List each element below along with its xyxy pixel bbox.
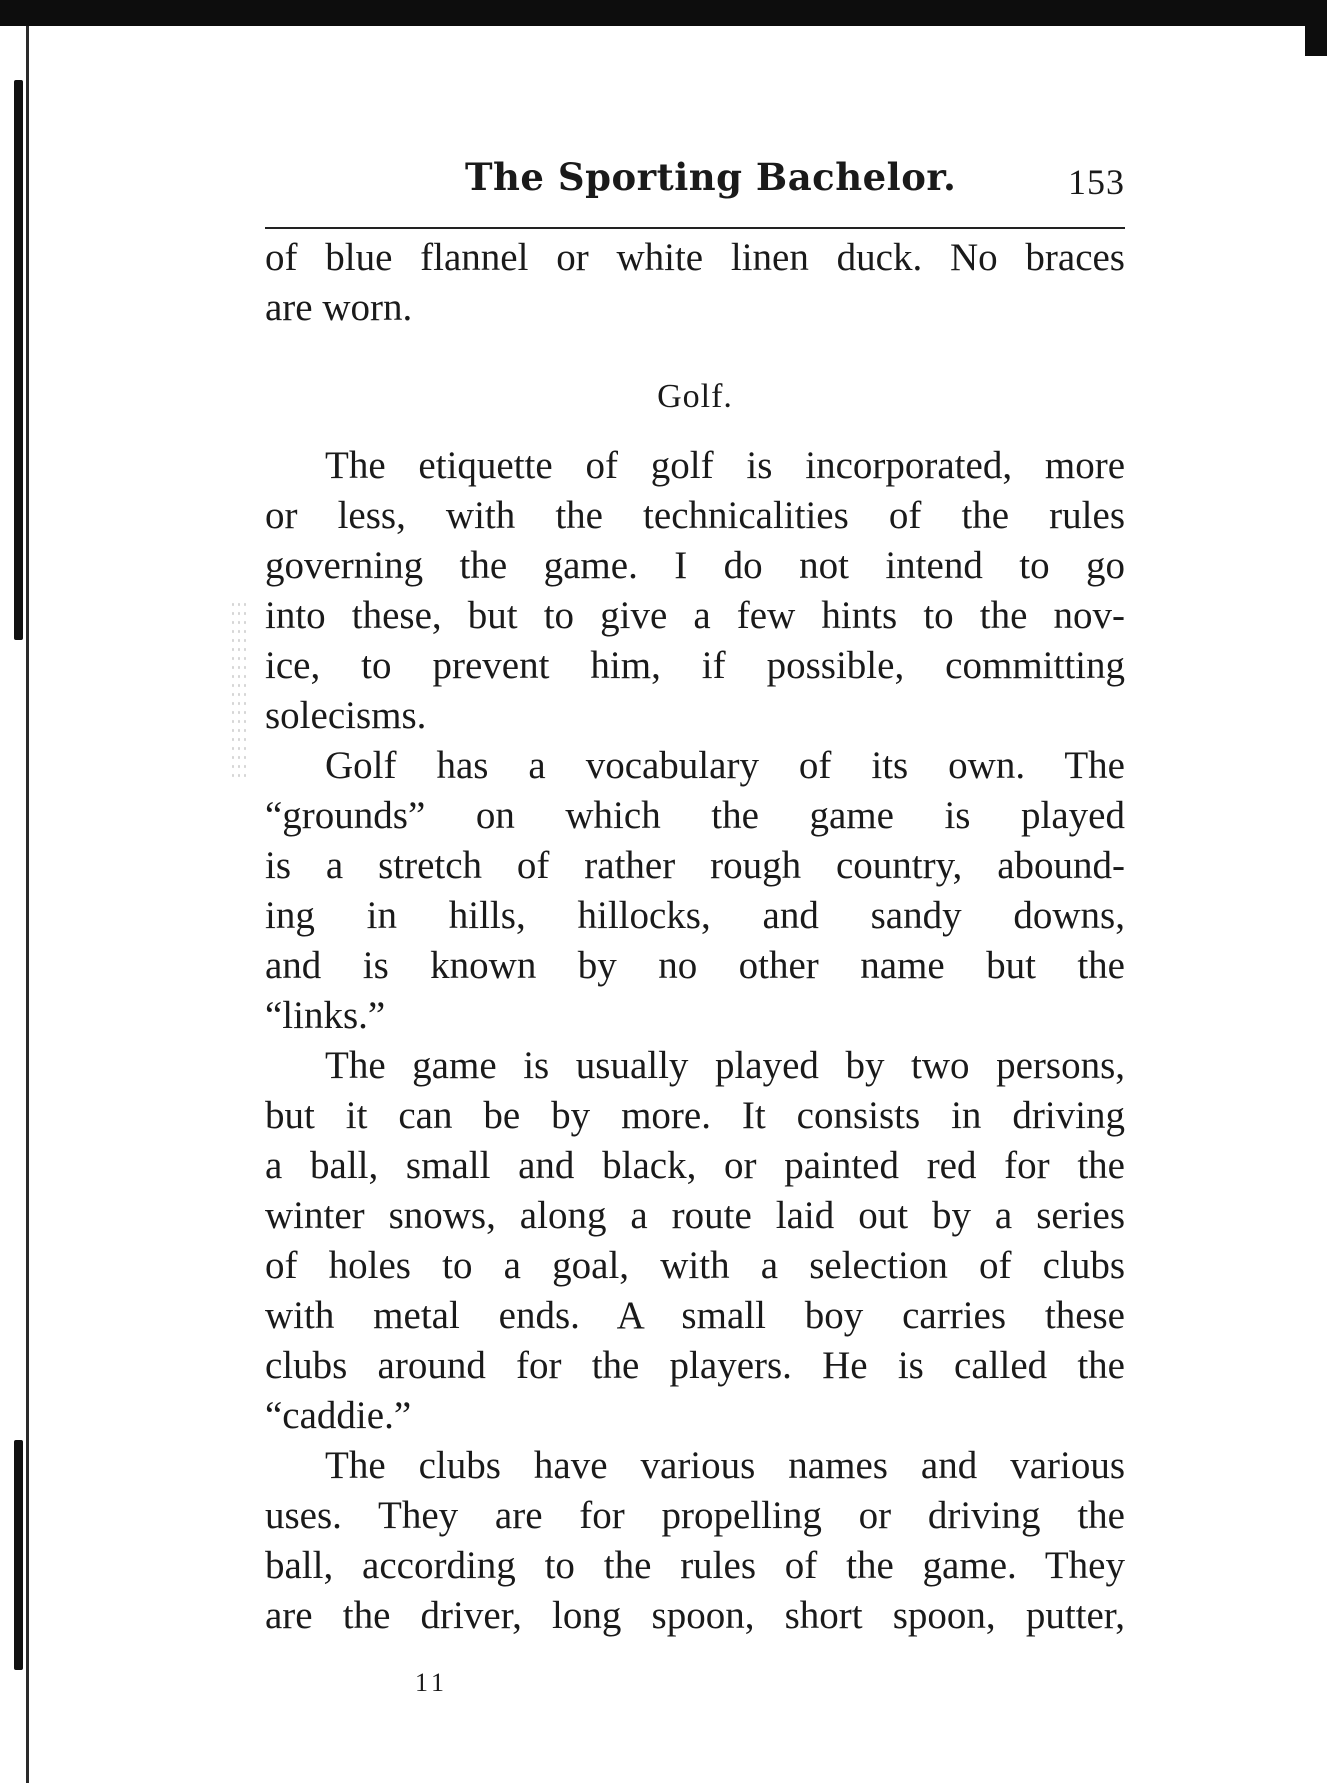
text-line: of holes to a goal, with a selection of clubs: [265, 1244, 1125, 1287]
text-line: and is known by no other name but the: [265, 944, 1125, 987]
text-line: of blue flannel or white linen duck. No braces: [265, 236, 1125, 279]
text-line: or less, with the technicalities of the rules: [265, 494, 1125, 537]
text-line: are the driver, long spoon, short spoon, putter,: [265, 1594, 1125, 1637]
text-line: a ball, small and black, or painted red for the: [265, 1144, 1125, 1187]
paragraph: [265, 1041, 1125, 1441]
text-line: uses. They are for propelling or driving the: [265, 1494, 1125, 1537]
scan-left-shadow-upper: [14, 80, 23, 640]
text-line: “links.”: [265, 994, 386, 1037]
text-line: with metal ends. A small boy carries these: [265, 1294, 1125, 1337]
text-line: Golf has a vocabulary of its own. The: [325, 744, 1125, 787]
text-line: solecisms.: [265, 694, 427, 737]
text-line: but it can be by more. It consists in driving: [265, 1094, 1125, 1137]
text-line: is a stretch of rather rough country, abound-: [265, 844, 1125, 887]
paragraph-continuation: [265, 233, 1125, 333]
header-rule: [265, 227, 1125, 229]
paragraph: [265, 441, 1125, 741]
scan-left-shadow-lower: [14, 1440, 23, 1670]
running-title: The Sporting Bachelor.: [465, 155, 957, 199]
paragraph: [265, 1441, 1125, 1641]
page-number: 153: [1068, 162, 1125, 202]
text-line: The game is usually played by two persons,: [325, 1044, 1125, 1087]
text-line: The clubs have various names and various: [325, 1444, 1125, 1487]
text-line: ice, to prevent him, if possible, committing: [265, 644, 1125, 687]
running-head: [265, 155, 1125, 203]
text-line: ing in hills, hillocks, and sandy downs,: [265, 894, 1125, 937]
body-text: [265, 233, 1125, 1641]
text-line: governing the game. I do not intend to go: [265, 544, 1125, 587]
text-line: “caddie.”: [265, 1394, 412, 1437]
text-line: “grounds” on which the game is played: [265, 794, 1125, 837]
scan-speckle: [230, 600, 250, 780]
scan-left-edge-line: [26, 26, 29, 1783]
text-line: are worn.: [265, 286, 413, 329]
text-line: winter snows, along a route laid out by a series: [265, 1194, 1125, 1237]
text-line: clubs around for the players. He is called the: [265, 1344, 1125, 1387]
text-line: ball, according to the rules of the game. They: [265, 1544, 1125, 1587]
paragraph: [265, 741, 1125, 1041]
section-heading: Golf.: [657, 378, 733, 415]
book-page: [265, 155, 1125, 1637]
scan-top-border: [0, 0, 1327, 26]
signature-mark: 11: [415, 1668, 449, 1697]
text-line: The etiquette of golf is incorporated, more: [325, 444, 1125, 487]
text-line: into these, but to give a few hints to the nov-: [265, 594, 1125, 637]
